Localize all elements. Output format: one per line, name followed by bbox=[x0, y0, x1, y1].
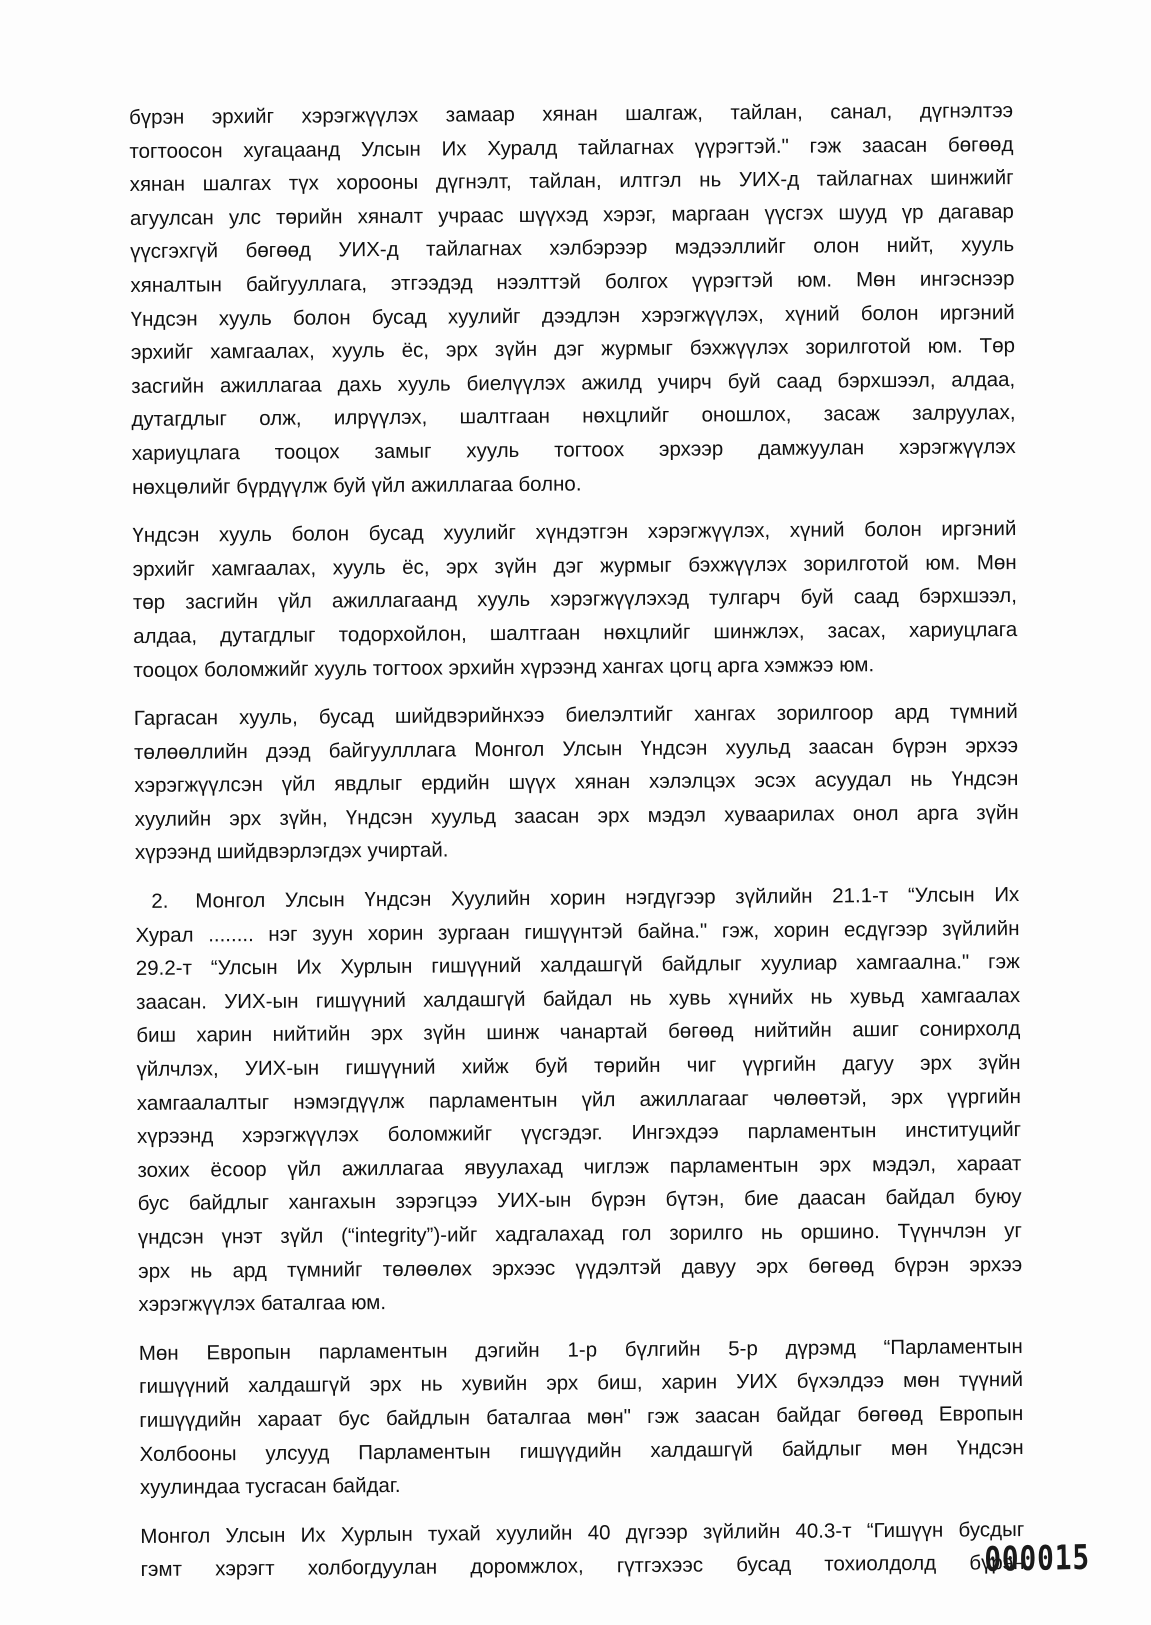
line-text: зохих ёсоор үйл ажиллагаа явуулахад чиглэж парламентын эрх мэдэл, хараат bbox=[137, 1151, 1022, 1182]
line-text: эрхийг хамгаалах, хууль ёс, эрх зүйн дэг журмыг бэхжүүлэх зорилготой юм. Төр bbox=[130, 334, 1016, 365]
line-text: үндсэн үнэт зүйл (“integrity”)-ийг хадгалахад гол зорилго нь оршино. Түүнчлэн уг bbox=[137, 1219, 1022, 1249]
line-text: хуулийн эрх зүйн, Үндсэн хуульд заасан эрх мэдэл хуваарилах онол арга зүйн bbox=[134, 800, 1019, 831]
line-text: Гаргасан хууль, бусад шийдвэрийнхээ биелэлтийг хангах зорилгоор ард түмний bbox=[133, 700, 1018, 731]
line-text: хэрэгжүүлэх баталгаа юм. bbox=[138, 1291, 387, 1317]
page-number-stamp: 000015 bbox=[984, 1537, 1091, 1580]
text-line bbox=[139, 1431, 1023, 1472]
line-text: эрхийг хамгаалах, хууль ёс, эрх зүйн дэг журмыг бэхжүүлэх зорилготой юм. Мөн bbox=[132, 550, 1017, 581]
line-text: заасан. УИХ-ын гишүүний халдашгүй байдал нь хувь хүнийх нь хувьд хамгаалах bbox=[135, 983, 1021, 1014]
text-line bbox=[132, 430, 1016, 471]
text-line bbox=[138, 1281, 1022, 1322]
paragraph bbox=[134, 695, 1019, 870]
line-text: 29.2-т “Улсын Их Хурлын гишүүний халдашгүй байдлыг хуулиар хамгаална." гэж bbox=[135, 950, 1020, 981]
text-line bbox=[140, 1546, 1024, 1587]
line-text: үүсгэхгүй бөгөөд УИХ-д тайлагнах хэлбэрээр мэдээллийг олон нийт, хууль bbox=[130, 233, 1015, 264]
line-text: тооцох боломжийг хууль тогтоох эрхийн хүрээнд хангах цогц арга хэмжээ юм. bbox=[133, 652, 875, 682]
line-text: төлөөллийн дээд байгуулллага Монгол Улсын Үндсэн хуульд заасан бүрэн эрхээ bbox=[134, 733, 1019, 764]
line-text: Үндсэн хууль болон бусад хуулийг дээдлэн хэрэгжүүлэх, хүний болон иргэний bbox=[130, 300, 1015, 331]
line-text: хянан шалгах түх хорооны дүгнэлт, тайлан, илтгэл нь УИХ-д тайлагнах шинжийг bbox=[129, 166, 1014, 197]
line-text: Монгол Улсын Их Хурлын тухай хуулийн 40 дүгээр зүйлийн 40.3-т “Гишүүн бусдыг bbox=[140, 1517, 1025, 1548]
document-body bbox=[129, 94, 1025, 1602]
line-text: Монгол Улсын Үндсэн Хуулийн хорин нэгдүгээр зүйлийн 21.1-т “Улсын Их bbox=[195, 883, 1020, 913]
line-text: засгийн ажиллагаа дахь хууль биелүүлэх ажилд учирч буй саад бэрхшээл, алдаа, bbox=[131, 367, 1016, 398]
paragraph bbox=[139, 1330, 1024, 1505]
line-text: агуулсан улс төрийн хяналт учраас шүүхэд хэрэг, маргаан үүсгэх шууд үр дагавар bbox=[129, 199, 1014, 230]
line-text: тогтоосон хугацаанд Улсын Их Хуралд тайлагнах үүрэгтэй." гэж заасан бөгөөд bbox=[129, 132, 1014, 163]
paragraph bbox=[140, 1513, 1025, 1587]
line-text: дутагдлыг олж, илрүүлэх, шалтгаан нөхцлийг оношлох, засаж залруулах, bbox=[131, 401, 1016, 432]
list-number: 2. bbox=[151, 889, 169, 913]
text-line bbox=[133, 647, 1017, 688]
line-text: Мөн Европын парламентын дэгийн 1-р бүлгийн 5-р дүрэмд “Парламентын bbox=[138, 1334, 1023, 1365]
line-text: бүрэн эрхийг хэрэгжүүлэх замаар хянан шалгаж, тайлан, санал, дүгнэлтээ bbox=[129, 99, 1014, 129]
line-text: алдаа, дутагдлыг тодорхойлон, шалтгаан нөхцлийг шинжлэх, засах, хариуцлага bbox=[133, 617, 1018, 648]
numbered-paragraph bbox=[135, 878, 1022, 1322]
text-line bbox=[140, 1464, 1024, 1505]
paragraph bbox=[132, 512, 1017, 687]
text-line bbox=[133, 613, 1017, 654]
line-text: Хурал ........ нэг зуун хорин зургаан гишүүнтэй байна." гэж, хорин есдүгээр зүйлийн bbox=[135, 916, 1020, 947]
line-text: нөхцөлийг бүрдүүлж буй үйл ажиллагаа болно. bbox=[131, 471, 582, 499]
text-line bbox=[135, 830, 1019, 871]
line-text: хүрээнд шийдвэрлэгдэх учиртай. bbox=[134, 838, 449, 865]
line-text: хамгаалалтыг нэмэгдүүлж парламентын үйл ажиллагааг чөлөөтэй, эрх үүргийн bbox=[136, 1084, 1021, 1115]
line-text: бус байдлыг хангахын зэрэгцээ УИХ-ын бүрэн бүтэн, бие даасан байдал буюу bbox=[137, 1185, 1022, 1216]
line-text: эрх нь ард түмнийг төлөөлөх эрхээс үүдэлтэй давуу эрх бөгөөд бүрэн эрхээ bbox=[138, 1252, 1023, 1283]
line-text: хяналтын байгууллага, этгээдэд нээлттэй болгох үүрэгтэй юм. Мөн ингэснээр bbox=[130, 267, 1015, 297]
line-text: гишүүний халдашгүй эрх нь хувийн эрх биш, харин УИХ бүхэлдээ мөн түүний bbox=[139, 1368, 1024, 1399]
line-text: Үндсэн хууль болон бусад хуулийг хүндэтгэн хэрэгжүүлэх, хүний болон иргэний bbox=[132, 517, 1017, 548]
line-text: хариуцлага тооцох замыг хууль тогтоох эрхээр дамжуулан хэрэгжүүлэх bbox=[131, 434, 1016, 465]
line-text: Холбооны улсууд Парламентын гишүүдийн халдашгүй байдлыг мөн Үндсэн bbox=[139, 1435, 1024, 1466]
line-text: хэрэгжүүлсэн үйл явдлыг ердийн шүүх хянан хэлэлцэх эсэх асуудал нь Үндсэн bbox=[134, 767, 1019, 798]
line-text: биш харин нийтийн эрх зүйн шинж чанартай бөгөөд нийтийн ашиг сонирхолд bbox=[136, 1017, 1021, 1048]
line-text: гишүүдийн хараат бус байдлын баталгаа мөн" гэж заасан байдаг бөгөөд Европын bbox=[139, 1401, 1024, 1432]
line-text: үйлчлэх, УИХ-ын гишүүний хийж буй төрийн чиг үүргийн дагуу эрх зүйн bbox=[136, 1051, 1021, 1082]
text-line bbox=[132, 464, 1016, 505]
line-text: хүрээнд хэрэгжүүлэх боломжийг үүсгэдэг. Ингэхдээ парламентын институцийг bbox=[137, 1118, 1022, 1149]
line-text: хуулиндаа тусгасан байдаг. bbox=[139, 1474, 401, 1500]
paragraph bbox=[129, 94, 1016, 504]
text-line bbox=[138, 1248, 1022, 1289]
line-text: төр засгийн үйл ажиллагаанд хууль хэрэгжүүлэхэд тулгарч буй саад бэрхшээл, bbox=[132, 584, 1018, 615]
line-text: гэмт хэрэгт холбогдуулан доромжлох, гүтгэхээс бусад тохиолдолд бүрэн bbox=[140, 1551, 1025, 1582]
